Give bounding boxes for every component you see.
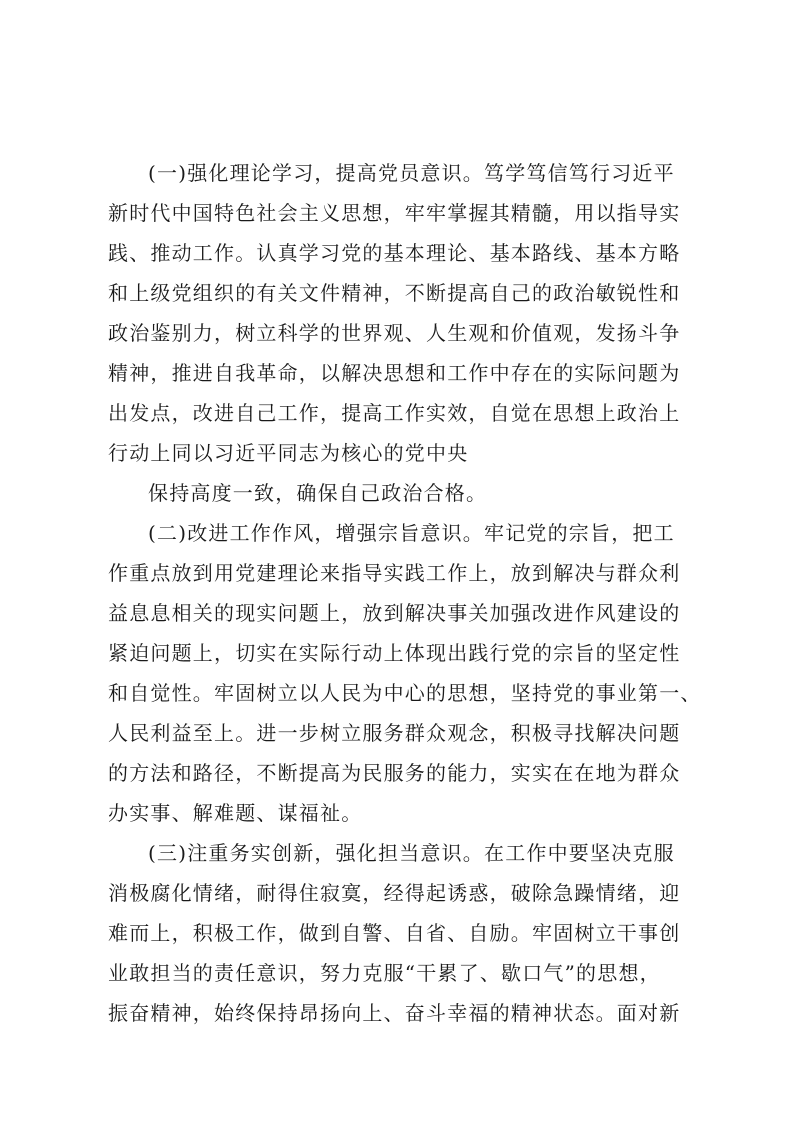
text-line: 消极腐化情绪，耐得住寂寞，经得起诱惑，破除急躁情绪，迎 [108,881,681,905]
text-line: 精神，推进自我革命，以解决思想和工作中存在的实际问题为 [108,361,681,385]
text-line: 和上级党组织的有关文件精神，不断提高自己的政治敏锐性和 [108,281,681,305]
text-line: 人民利益至上。进一步树立服务群众观念，积极寻找解决问题 [108,721,681,745]
text-line: 践、推动工作。认真学习党的基本理论、基本路线、基本方略 [108,241,681,265]
text-line: 业敢担当的责任意识，努力克服“干累了、歇口气”的思想， [108,961,661,985]
text-line: 振奋精神，始终保持昂扬向上、奋斗幸福的精神状态。面对新 [108,1001,681,1025]
text-line: 作重点放到用党建理论来指导实践工作上，放到解决与群众利 [108,561,681,585]
text-line: (三)注重务实创新，强化担当意识。在工作中要坚决克服 [148,841,675,865]
text-line: 出发点，改进自己工作，提高工作实效，自觉在思想上政治上 [108,401,681,425]
text-line: 行动上同以习近平同志为核心的党中央 [108,441,469,465]
text-line: 和自觉性。牢固树立以人民为中心的思想，坚持党的事业第一、 [108,681,702,705]
text-line: (一)强化理论学习，提高党员意识。笃学笃信笃行习近平 [148,161,675,185]
text-line: 新时代中国特色社会主义思想，牢牢掌握其精髓，用以指导实 [108,201,681,225]
text-line: 益息息相关的现实问题上，放到解决事关加强改进作风建设的 [108,601,681,625]
text-line: 紧迫问题上，切实在实际行动上体现出践行党的宗旨的坚定性 [108,641,681,665]
text-line: 难而上，积极工作，做到自警、自省、自励。牢固树立干事创 [108,921,681,945]
text-line: 的方法和路径，不断提高为民服务的能力，实实在在地为群众 [108,761,681,785]
text-line: 政治鉴别力，树立科学的世界观、人生观和价值观，发扬斗争 [108,321,681,345]
text-line: 保持高度一致，确保自己政治合格。 [148,481,488,505]
text-line: 办实事、解难题、谋福祉。 [108,801,363,825]
text-line: (二)改进工作作风，增强宗旨意识。牢记党的宗旨，把工 [148,521,675,545]
